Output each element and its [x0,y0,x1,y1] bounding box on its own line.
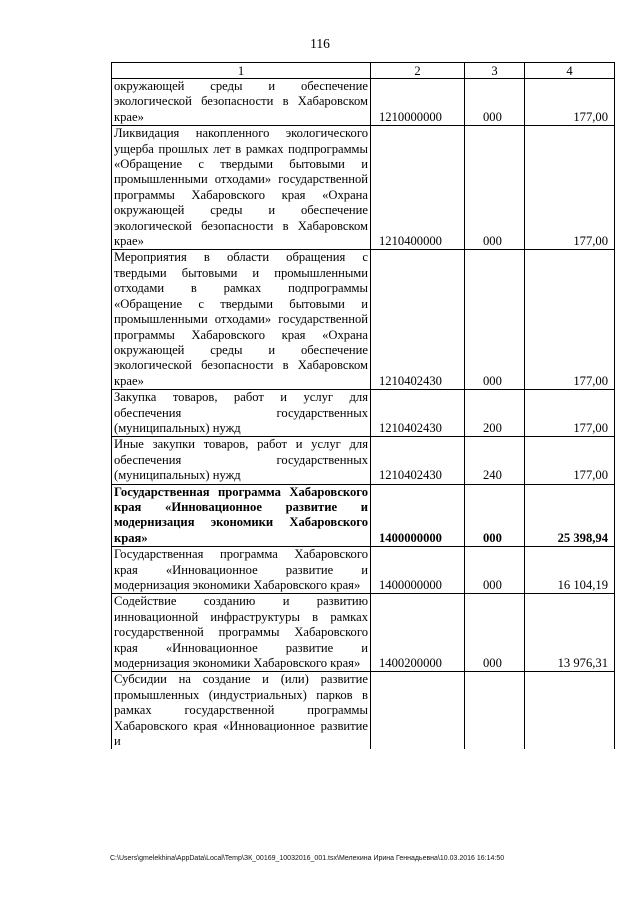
table-row [112,437,615,484]
row-code-cell [371,672,465,750]
row-name-cell: Государственная программа Хабаровского края «Инновационное развитие и модернизация экономики Хабаровского края» [112,547,371,594]
row-name-cell: Ликвидация накопленного экологического ущерба прошлых лет в рамках подпрограммы «Обращение с твердыми бытовыми и промышленными отходами» государственной программы Хабаровского края «Охрана окружающей среды и обеспечение экологической безопасности в Хабаровском крае» [112,126,371,250]
row-code-cell: 1400200000 [371,594,465,672]
row-code-cell: 1210000000 [371,79,465,126]
row-amount-cell: 177,00 [525,250,615,390]
row-amount-cell: 13 976,31 [525,594,615,672]
table-row [112,594,615,672]
row-type-cell: 000 [465,126,525,250]
row-name-cell: Мероприятия в области обращения с твердыми бытовыми и промышленными отходами в рамках подпрограммы «Обращение с твердыми бытовыми и промышленными отходами» государственной программы Хабаровского края «Охрана окружающей среды и обеспечение экологической безопасности в Хабаровском крае» [112,250,371,390]
row-type-cell: 000 [465,547,525,594]
budget-table-body [112,63,615,750]
header-col-2: 2 [371,63,465,79]
row-code-cell: 1400000000 [371,484,465,547]
page-number: 116 [310,36,330,51]
table-row [112,250,615,390]
header-col-4: 4 [525,63,615,79]
table-row [112,484,615,547]
header-col-1: 1 [112,63,371,79]
row-code-cell: 1400000000 [371,547,465,594]
row-type-cell: 240 [465,437,525,484]
row-code-cell: 1210402430 [371,250,465,390]
row-name-cell: Государственная программа Хабаровского края «Инновационное развитие и модернизация экономики Хабаровского края» [112,484,371,547]
row-name-cell: окружающей среды и обеспечение экологической безопасности в Хабаровском крае» [112,79,371,126]
row-type-cell: 000 [465,484,525,547]
row-amount-cell: 177,00 [525,437,615,484]
table-row [112,79,615,126]
budget-table [111,62,615,749]
table-row [112,390,615,437]
row-amount-cell: 177,00 [525,79,615,126]
header-col-3: 3 [465,63,525,79]
row-amount-cell: 25 398,94 [525,484,615,547]
row-amount-cell: 177,00 [525,126,615,250]
row-name-cell: Иные закупки товаров, работ и услуг для обеспечения государственных (муниципальных) нужд [112,437,371,484]
row-type-cell: 200 [465,390,525,437]
table-row [112,126,615,250]
row-name-cell: Закупка товаров, работ и услуг для обеспечения государственных (муниципальных) нужд [112,390,371,437]
row-amount-cell [525,672,615,750]
footer-file-path: C:\Users\gmelekhina\AppData\Local\Temp\ЗК_00169_10032016_001.tsx\Мелехина Ирина Геннадьевна\10.03.2016 16:14:50 [110,855,505,862]
row-type-cell [465,672,525,750]
row-type-cell: 000 [465,594,525,672]
row-name-cell: Субсидии на создание и (или) развитие промышленных (индустриальных) парков в рамках государственной программы Хабаровского края «Инновационное развитие и [112,672,371,750]
row-amount-cell: 177,00 [525,390,615,437]
table-row [112,672,615,750]
row-code-cell: 1210402430 [371,390,465,437]
row-type-cell: 000 [465,79,525,126]
row-amount-cell: 16 104,19 [525,547,615,594]
row-name-cell: Содействие созданию и развитию инновационной инфраструктуры в рамках государственной программы Хабаровского края «Инновационное развитие и модернизация экономики Хабаровского края» [112,594,371,672]
row-code-cell: 1210402430 [371,437,465,484]
row-code-cell: 1210400000 [371,126,465,250]
row-type-cell: 000 [465,250,525,390]
table-row [112,547,615,594]
table-header-row [112,63,615,79]
